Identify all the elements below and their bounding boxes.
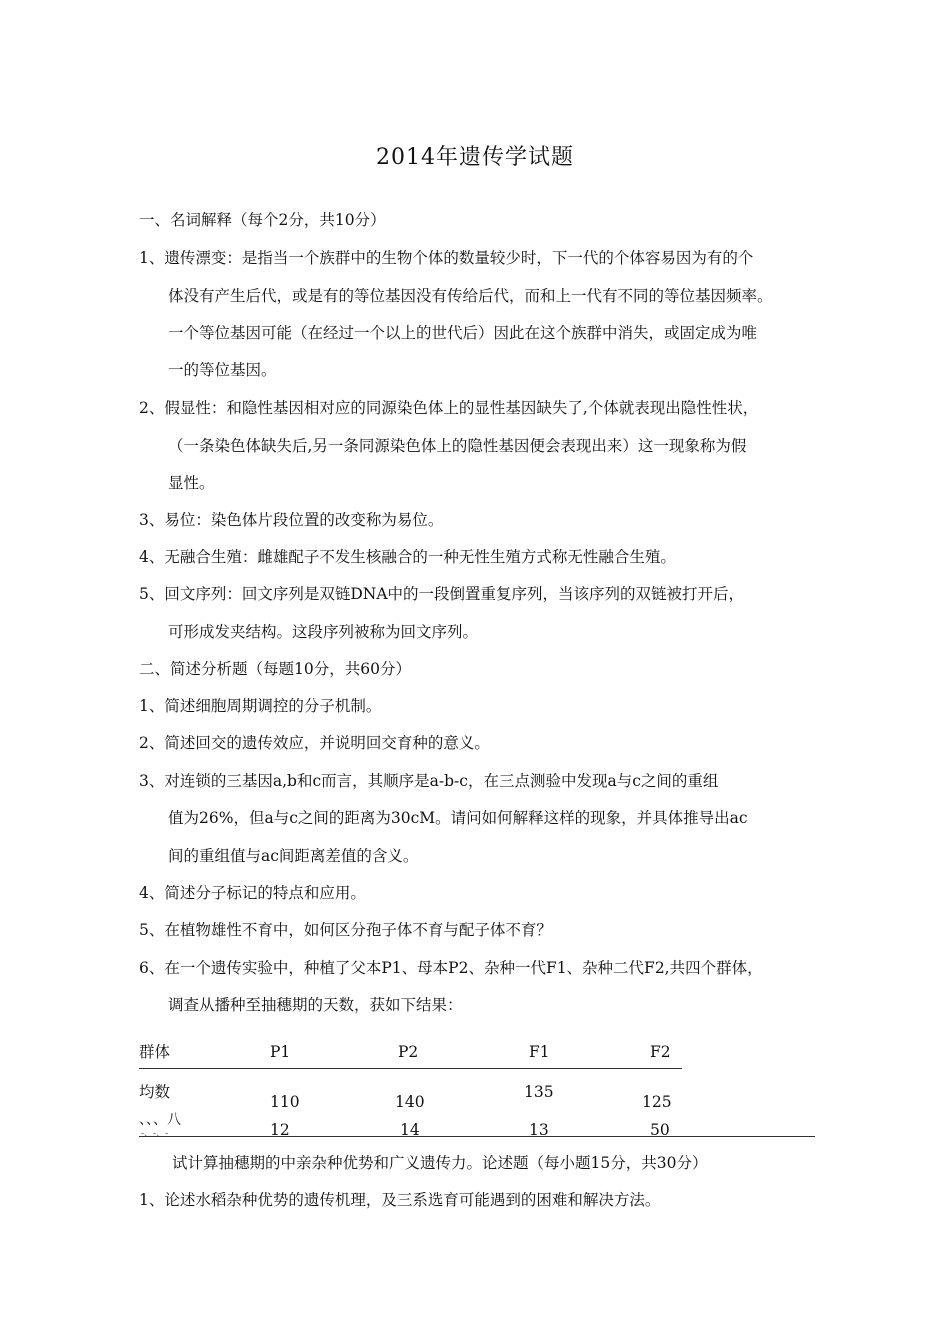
table-cell-f1-var: 13 — [529, 1121, 549, 1139]
term-1-line-1: 1、遗传漂变：是指当一个族群中的生物个体的数量较少时，下一代的个体容易因为有的个 — [139, 249, 754, 267]
term-1-line-2: 体没有产生后代，或是有的等位基因没有传给后代，而和上一代有不同的等位基因频率。 — [168, 287, 773, 305]
question-5: 5、在植物雄性不育中，如何区分孢子体不育与配子体不育？ — [139, 921, 552, 939]
term-4: 4、无融合生殖：雌雄配子不发生核融合的一种无性生殖方式称无性融合生殖。 — [139, 548, 676, 566]
table-question-and-essay-heading: 试计算抽穗期的中亲杂种优势和广义遗传力。论述题（每小题15分，共30分） — [172, 1154, 708, 1172]
table-row-variance-label-fragment: -、-、- — [141, 1129, 169, 1139]
question-3-line-1: 3、对连锁的三基因a,b和c而言，其顺序是a-b-c，在三点测验中发现a与c之间的重组 — [139, 772, 719, 790]
term-5-line-1: 5、回文序列：回文序列是双链DNA中的一段倒置重复序列，当该序列的双链被打开后， — [139, 585, 745, 603]
table-cell-p2-mean: 140 — [395, 1093, 425, 1111]
term-5-line-2: 可形成发夹结构。这段序列被称为回文序列。 — [168, 623, 479, 641]
table-header-p2: P2 — [398, 1043, 419, 1061]
term-1-line-3: 一个等位基因可能（在经过一个以上的世代后）因此在这个族群中消失，或固定成为唯 — [168, 324, 758, 342]
question-3-line-2: 值为26%，但a与c之间的距离为30cM。请问如何解释这样的现象，并具体推导出ac — [168, 809, 748, 827]
section-heading-terms: 一、名词解释（每个2分，共10分） — [139, 211, 386, 229]
table-header-f1: F1 — [529, 1043, 550, 1061]
table-cell-p2-var: 14 — [400, 1121, 420, 1139]
table-row-variance-label: 、、、八 — [139, 1112, 181, 1128]
question-2: 2、简述回交的遗传效应，并说明回交育种的意义。 — [139, 734, 490, 752]
table-cell-f1-mean: 135 — [524, 1083, 554, 1101]
term-2-line-2: （一条染色体缺失后,另一条同源染色体上的隐性基因便会表现出来）这一现象称为假 — [168, 437, 747, 455]
question-4: 4、简述分子标记的特点和应用。 — [139, 884, 366, 902]
table-header-rule — [139, 1068, 682, 1069]
table-header-p1: P1 — [270, 1043, 291, 1061]
essay-question-1: 1、论述水稻杂种优势的遗传机理，及三系选育可能遇到的困难和解决方法。 — [139, 1191, 661, 1209]
table-bottom-rule — [139, 1136, 815, 1137]
question-6-line-1: 6、在一个遗传实验中，种植了父本P1、母本P2、杂种一代F1、杂种二代F2,共四个群体， — [139, 959, 763, 977]
table-header-f2: F2 — [650, 1043, 671, 1061]
term-3: 3、易位：染色体片段位置的改变称为易位。 — [139, 511, 444, 529]
table-header-group: 群体 — [139, 1043, 171, 1061]
table-cell-f2-var: 50 — [650, 1121, 670, 1139]
table-cell-p1-mean: 110 — [270, 1093, 300, 1111]
term-1-line-4: 一的等位基因。 — [168, 361, 277, 379]
table-row-mean-label: 均数 — [139, 1083, 171, 1101]
term-2-line-3: 显性。 — [168, 474, 215, 492]
question-1: 1、简述细胞周期调控的分子机制。 — [139, 697, 382, 715]
table-cell-p1-var: 12 — [270, 1121, 290, 1139]
section-heading-analysis: 二、简述分析题（每题10分，共60分） — [139, 660, 411, 678]
term-2-line-1: 2、假显性：和隐性基因相对应的同源染色体上的显性基因缺失了,个体就表现出隐性性状， — [139, 399, 759, 417]
question-6-line-2: 调查从播种至抽穗期的天数，获如下结果： — [168, 996, 463, 1014]
page-title: 2014年遗传学试题 — [376, 145, 574, 170]
question-3-line-3: 间的重组值与ac间距离差值的含义。 — [168, 847, 419, 865]
table-cell-f2-mean: 125 — [642, 1093, 672, 1111]
